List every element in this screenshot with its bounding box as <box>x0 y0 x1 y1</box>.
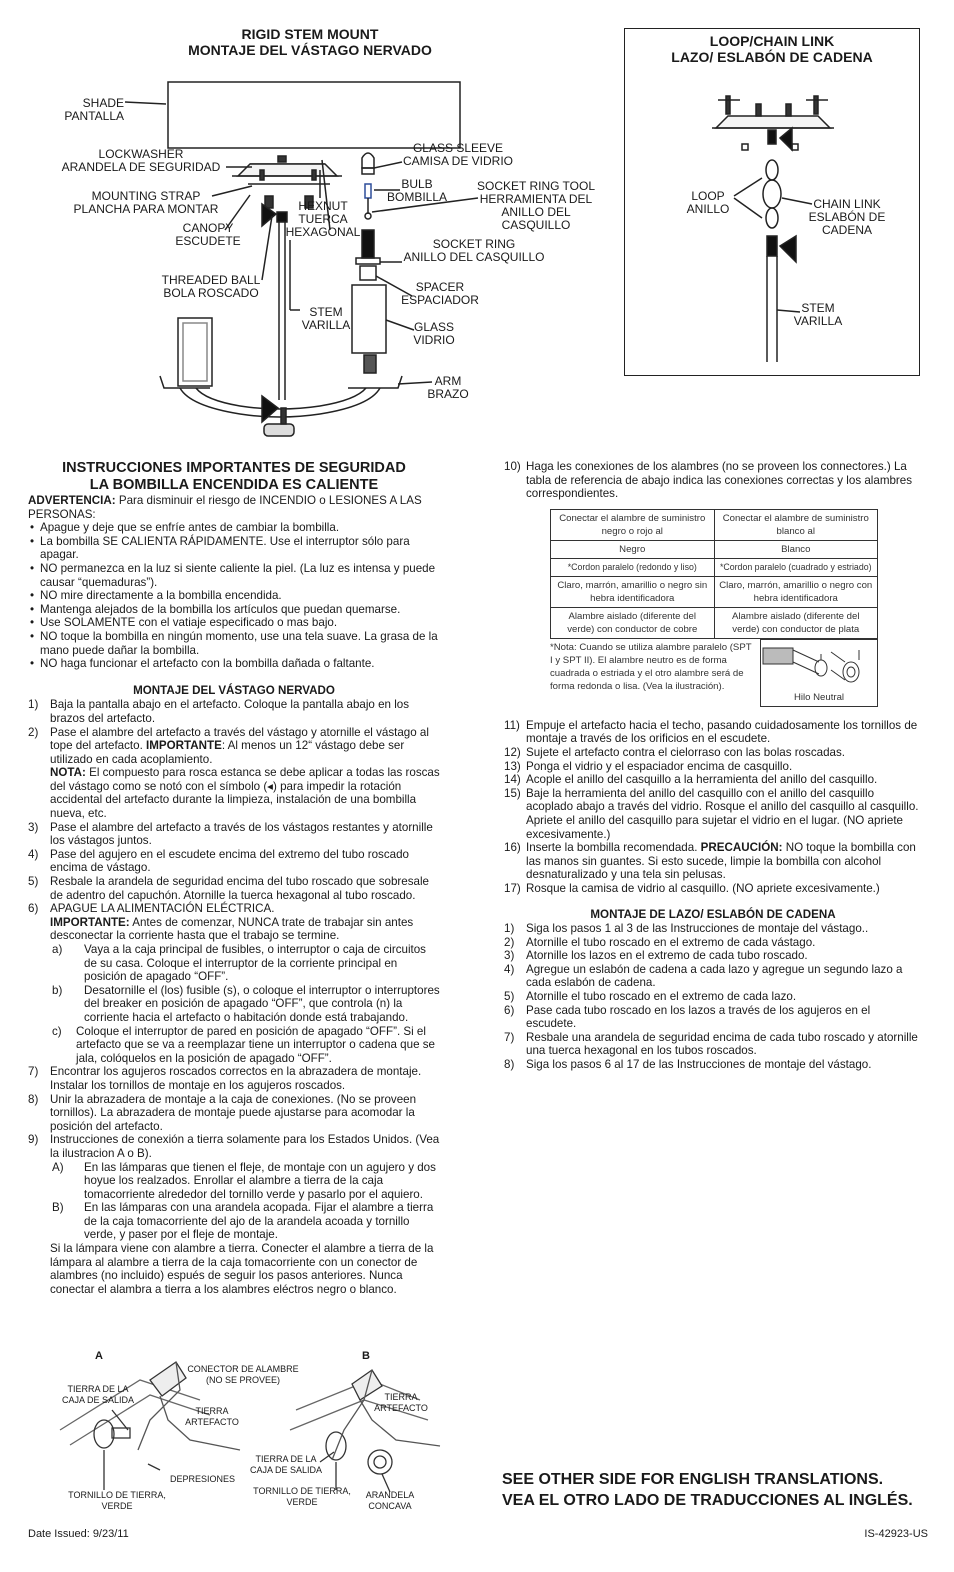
label-hexnut: HEXNUT TUERCA HEXAGONAL <box>285 199 361 239</box>
chain-step-item: 3) Atornille los lazos en el extremo de cada tubo roscado. <box>504 949 808 963</box>
chain-step-item: 7) Resbale una arandela de seguridad encima de cada tubo roscado y atornille una tuerca hexagonal en los tubos roscados. <box>504 1030 918 1058</box>
step-item: 8) Unir la abrazadera de montaje a la caja de conexiones. (No se proveen tornillos). La abrazadera de montaje puede ajustarse para acomodar la posición del artefacto. <box>28 1092 417 1133</box>
step-item: 11) Empuje el artefacto hacia el techo, pasando cuidadosamente los tornillos de montaje a través de los orificios en el escudete. <box>504 718 918 746</box>
document-code: IS-42923-US <box>864 1528 928 1540</box>
wire-table-header: Conectar el alambre de suministro blanco al <box>714 509 878 540</box>
step-item: 14) Acople el anillo del casquillo a la herramienta del anillo del casquillo. <box>504 773 878 787</box>
chain-step-item: 1) Siga los pasos 1 al 3 de las Instrucciones de montaje del vástago.. <box>504 922 869 936</box>
step-item: 9) Instrucciones de conexión a tierra solamente para los Estados Unidos. (Vea la ilustracion A o B). <box>28 1133 440 1160</box>
safety-bullet: • NO mire directamente a la bombilla encendida. <box>30 589 282 603</box>
wire-note: *Nota: Cuando se utiliza alambre paralelo (SPT I y SPT II). El alambre neutro es de forma cuadrada o estriada y el otro alambre será de forma redonda o lisa. (Vea la ilustración). <box>550 641 752 692</box>
safety-bullet: • Use SOLAMENTE con el vatiaje especificado o mas bajo. <box>30 616 338 630</box>
wire-table-header: Conectar el alambre de suministro negro o rojo al <box>551 509 715 540</box>
label-shade: SHADE PANTALLA <box>64 96 124 123</box>
step-item: 4) Pase del agujero en el escudete encima del extremo del tubo roscado encima de vástago. <box>28 847 409 875</box>
label-loop-stem: STEM VARILLA <box>793 301 843 328</box>
date-issued: Date Issued: 9/23/11 <box>28 1528 129 1540</box>
safety-bullet: • NO toque la bombilla en ningún momento, use una tela suave. La grasa de la mano puede dañar la bombilla. <box>30 629 438 657</box>
label-tornillo-a: TORNILLO DE TIERRA, VERDE <box>68 1490 166 1511</box>
label-chain-link: CHAIN LINK ESLABÓN DE CADENA <box>808 197 886 237</box>
substep-item: c) Coloque el interruptor de pared en posición de apagado “OFF”. Si el artefacto que se va a reemplazar tiene un interruptor o cadena que se jala, colóquelos en la posición de apagado “OFF”. <box>52 1024 435 1065</box>
right-column <box>504 460 922 1072</box>
step-item: 5) Resbale la arandela de seguridad encima del tubo roscado que sobresale de adentro del capuchón. Atornille la tuerca hexagonal al tubo roscado. <box>28 875 429 902</box>
substep-item: A) En las lámparas que tienen el fleje, de montaje con un agujero y dos hoyue los realzados. Enrollar el alambre a tierra de la caja tomacorriente alrededor del tornillo verde y pasarlo por el aquiero. <box>52 1160 436 1201</box>
warning: ADVERTENCIA: Para disminuir el riesgo de INCENDIO o LESIONES A LAS PERSONAS: <box>28 494 422 521</box>
chain-steps-title: MONTAJE DE LAZO/ ESLABÓN DE CADENA <box>590 907 836 921</box>
wire-table-cell: Negro <box>551 540 715 558</box>
step-item: 15) Baje la herramienta del anillo del casquillo con el anillo del casquillo acoplado abajo a través del vidrio. Rosque el anillo del casquillo al casquillo. Apriete el anillo del casquillo para sujetar el vidrio en el lugar. (NO apriete excesivamente.) <box>504 786 919 841</box>
label-lockwasher: LOCKWASHER ARANDELA DE SEGURIDAD <box>61 147 221 174</box>
label-arm: ARM BRAZO <box>427 374 469 401</box>
step-ground-note: Si la lámpara viene con alambre a tierra. Conecter el alambre a tierra de la lámpara al alambre a tierra de la caja tomacorriente con un conector de alambres (no incluido) espués de seguir los pasos anteriores. Nunca conectar el alambra a tierra a los alambres eléctros negro o blanco. <box>50 1242 434 1296</box>
figure-b-label: B <box>362 1350 370 1362</box>
label-tornillo-b: TORNILLO DE TIERRA, VERDE <box>253 1486 351 1507</box>
step-item: 17) Rosque la camisa de vidrio al casquillo. (NO apriete excesivamente.) <box>504 881 880 895</box>
wire-table-cell: Claro, marrón, amarillio o negro sin hebra identificadora <box>551 576 715 607</box>
step-item: 3) Pase el alambre del artefacto a través de los vástagos restantes y atornille los vástagos juntos. <box>28 820 433 848</box>
figure-a-label: A <box>95 1350 103 1362</box>
step-item: 16) Inserte la bombilla recomendada. PRECAUCIÓN: NO toque la bombilla con las manos sin guantes. Si esto sucede, limpie la bombilla con alcohol desnaturalizado y una tela sin pelusas. <box>504 841 916 882</box>
wire-table-cell: Alambre aislado (diferente del verde) con conductor de plata <box>714 607 878 638</box>
wire-illustration <box>760 639 878 707</box>
shade-shape <box>168 82 460 148</box>
label-socket-ring-tool: SOCKET RING TOOL HERRAMIENTA DEL ANILLO DEL CASQUILLO <box>476 179 596 232</box>
label-conector: CONECTOR DE ALAMBRE (NO SE PROVEE) <box>187 1364 299 1385</box>
label-glass: GLASS VIDRIO <box>413 320 455 347</box>
substep-item: a) Vaya a la caja principal de fusibles, o interruptor o caja de circuitos de su casa. Coloque el interruptor de la corriente principal en posición de apagado “OFF”. <box>52 943 426 984</box>
safety-bullet: • Apague y deje que se enfríe antes de cambiar la bombilla. <box>30 521 340 535</box>
step-item: 10) Haga les conexiones de los alambres (no se proveen los connectores.) La tabla de referencia de abajo indica las conexiones correctas y los alambres correspondientes. <box>504 460 913 501</box>
label-tierra-artefacto-a: TIERRA ARTEFACTO <box>185 1406 239 1427</box>
wire-table-cell: Alambre aislado (diferente del verde) con conductor de cobre <box>551 607 715 638</box>
step-item: 6) APAGUE LA ALIMENTACIÓN ELÉCTRICA. <box>28 902 275 916</box>
translation-notice: SEE OTHER SIDE FOR ENGLISH TRANSLATIONS. VEA EL OTRO LADO DE TRADUCCIONES AL INGLÉS. <box>502 1471 913 1509</box>
label-glass-sleeve: GLASS SLEEVE CAMISA DE VIDRIO <box>402 141 514 168</box>
label-tierra-caja-b: TIERRA DE LA CAJA DE SALIDA <box>249 1454 323 1475</box>
safety-bullet: • La bombilla SE CALIENTA RÁPIDAMENTE. Use el interruptor sólo para apagar. <box>30 534 410 562</box>
wire-note-area <box>550 639 878 707</box>
rigid-steps-title: MONTAJE DEL VÁSTAGO NERVADO <box>133 683 335 697</box>
label-arandela: ARANDELA CONCAVA <box>365 1490 415 1511</box>
wire-table-cell: Blanco <box>714 540 878 558</box>
label-stem: STEM VARILLA <box>301 305 351 332</box>
wire-table <box>550 509 878 639</box>
substep-item: B) En las lámparas con una arandela acopada. Fijar el alambre a tierra de la caja tomacorriente del ajo de la arandela acoada y tornillo verde, y paser por el fleje de montaje. <box>52 1201 434 1242</box>
label-mounting-strap: MOUNTING STRAP PLANCHA PARA MONTAR <box>73 189 219 216</box>
chain-step-item: 5) Atornille el tubo roscado en el extremo de cada lazo. <box>504 990 797 1004</box>
chain-step-item: 6) Pase cada tubo roscado en los lazos a través de los agujeros en el escudete. <box>504 1003 871 1031</box>
step-item: 2) Pase el alambre del artefacto a través del vástago y atornille el vástago al tope del artefacto. IMPORTANTE: Al menos un 12“ vástago debe ser utilizado en cada acoplamiento. <box>28 725 429 766</box>
step-note: NOTA: El compuesto para rosca estanca se debe aplicar a todas las roscas del vástago como se notó con el símbolo (◂) para impedir la rotación accidental del artefacto durante la limpieza, instalación de una bombilla nueva, etc. <box>50 766 440 821</box>
label-depresiones: DEPRESIONES <box>170 1474 236 1484</box>
chain-step-item: 2) Atornille el tubo roscado en el extremo de cada vástago. <box>504 935 816 949</box>
substep-item: b) Desatornille el (los) fusible (s), o coloque el interruptor o interruptores del breaker en posición de apagado “OFF”, que controla (n) la corriente hacia el artefacto o habitación donde está trabajando. <box>52 983 440 1024</box>
step-item: 12) Sujete el artefacto contra el cielorraso con las bolas roscadas. <box>504 745 845 759</box>
hilo-neutral-label: Hilo Neutral <box>793 692 845 704</box>
label-tierra-caja-a: TIERRA DE LA CAJA DE SALIDA <box>61 1384 135 1405</box>
chain-step-item: 8) Siga los pasos 6 al 17 de las Instrucciones de montaje del vástago. <box>504 1058 872 1072</box>
loop-chain-title: LOOP/CHAIN LINK LAZO/ ESLABÓN DE CADENA <box>671 33 873 65</box>
safety-bullet: • NO permanezca en la luz si siente caliente la piel. (La luz es intensa y puede causar “quemaduras”). <box>30 561 436 589</box>
label-socket-ring: SOCKET RING ANILLO DEL CASQUILLO <box>403 237 545 264</box>
chain-step-item: 4) Agregue un eslabón de cadena a cada lazo y agregue un segundo lazo a cada eslabón de cadena. <box>504 962 903 990</box>
label-canopy: CANOPY ESCUDETE <box>175 221 241 248</box>
rigid-stem-title: RIGID STEM MOUNT MONTAJE DEL VÁSTAGO NERVADO <box>188 26 432 58</box>
step-item: 7) Encontrar los agujeros roscados correctos en la abrazadera de montaje. Instalar los tornillos de montaje en los agujeros roscados. <box>28 1065 422 1092</box>
step-item: 13) Ponga el vidrio y el espaciador encima de casquillo. <box>504 759 793 773</box>
wire-table-cell: *Cordon paralelo (redondo y liso) <box>551 558 715 576</box>
safety-bullet: • NO haga funcionar el artefacto con la bombilla dañada o faltante. <box>30 657 375 671</box>
label-threaded-ball: THREADED BALL BOLA ROSCADO <box>161 273 261 300</box>
label-spacer: SPACER ESPACIADOR <box>401 280 479 307</box>
left-column <box>28 460 440 1296</box>
wire-table-cell: *Cordon paralelo (cuadrado y estriado) <box>714 558 878 576</box>
step-item: 1) Baja la pantalla abajo en el artefacto. Coloque la pantalla abajo en los brazos del artefacto. <box>28 698 410 725</box>
label-bulb: BULB BOMBILLA <box>386 177 448 204</box>
safety-bullet: • Mantenga alejados de la bombilla los artículos que puedan quemarse. <box>30 602 401 616</box>
label-loop: LOOP ANILLO <box>686 189 730 216</box>
step-important: IMPORTANTE: Antes de comenzar, NUNCA trate de trabajar sin antes desconectar la corriente hasta que el trabajo se termine. <box>50 915 414 943</box>
label-tierra-artefacto-b: TIERRA ARTEFACTO <box>374 1392 428 1413</box>
wire-table-cell: Claro, marrón, amarillio o negro con hebra identificadora <box>714 576 878 607</box>
safety-title: INSTRUCCIONES IMPORTANTES DE SEGURIDAD LA BOMBILLA ENCENDIDA ES CALIENTE <box>62 460 406 493</box>
